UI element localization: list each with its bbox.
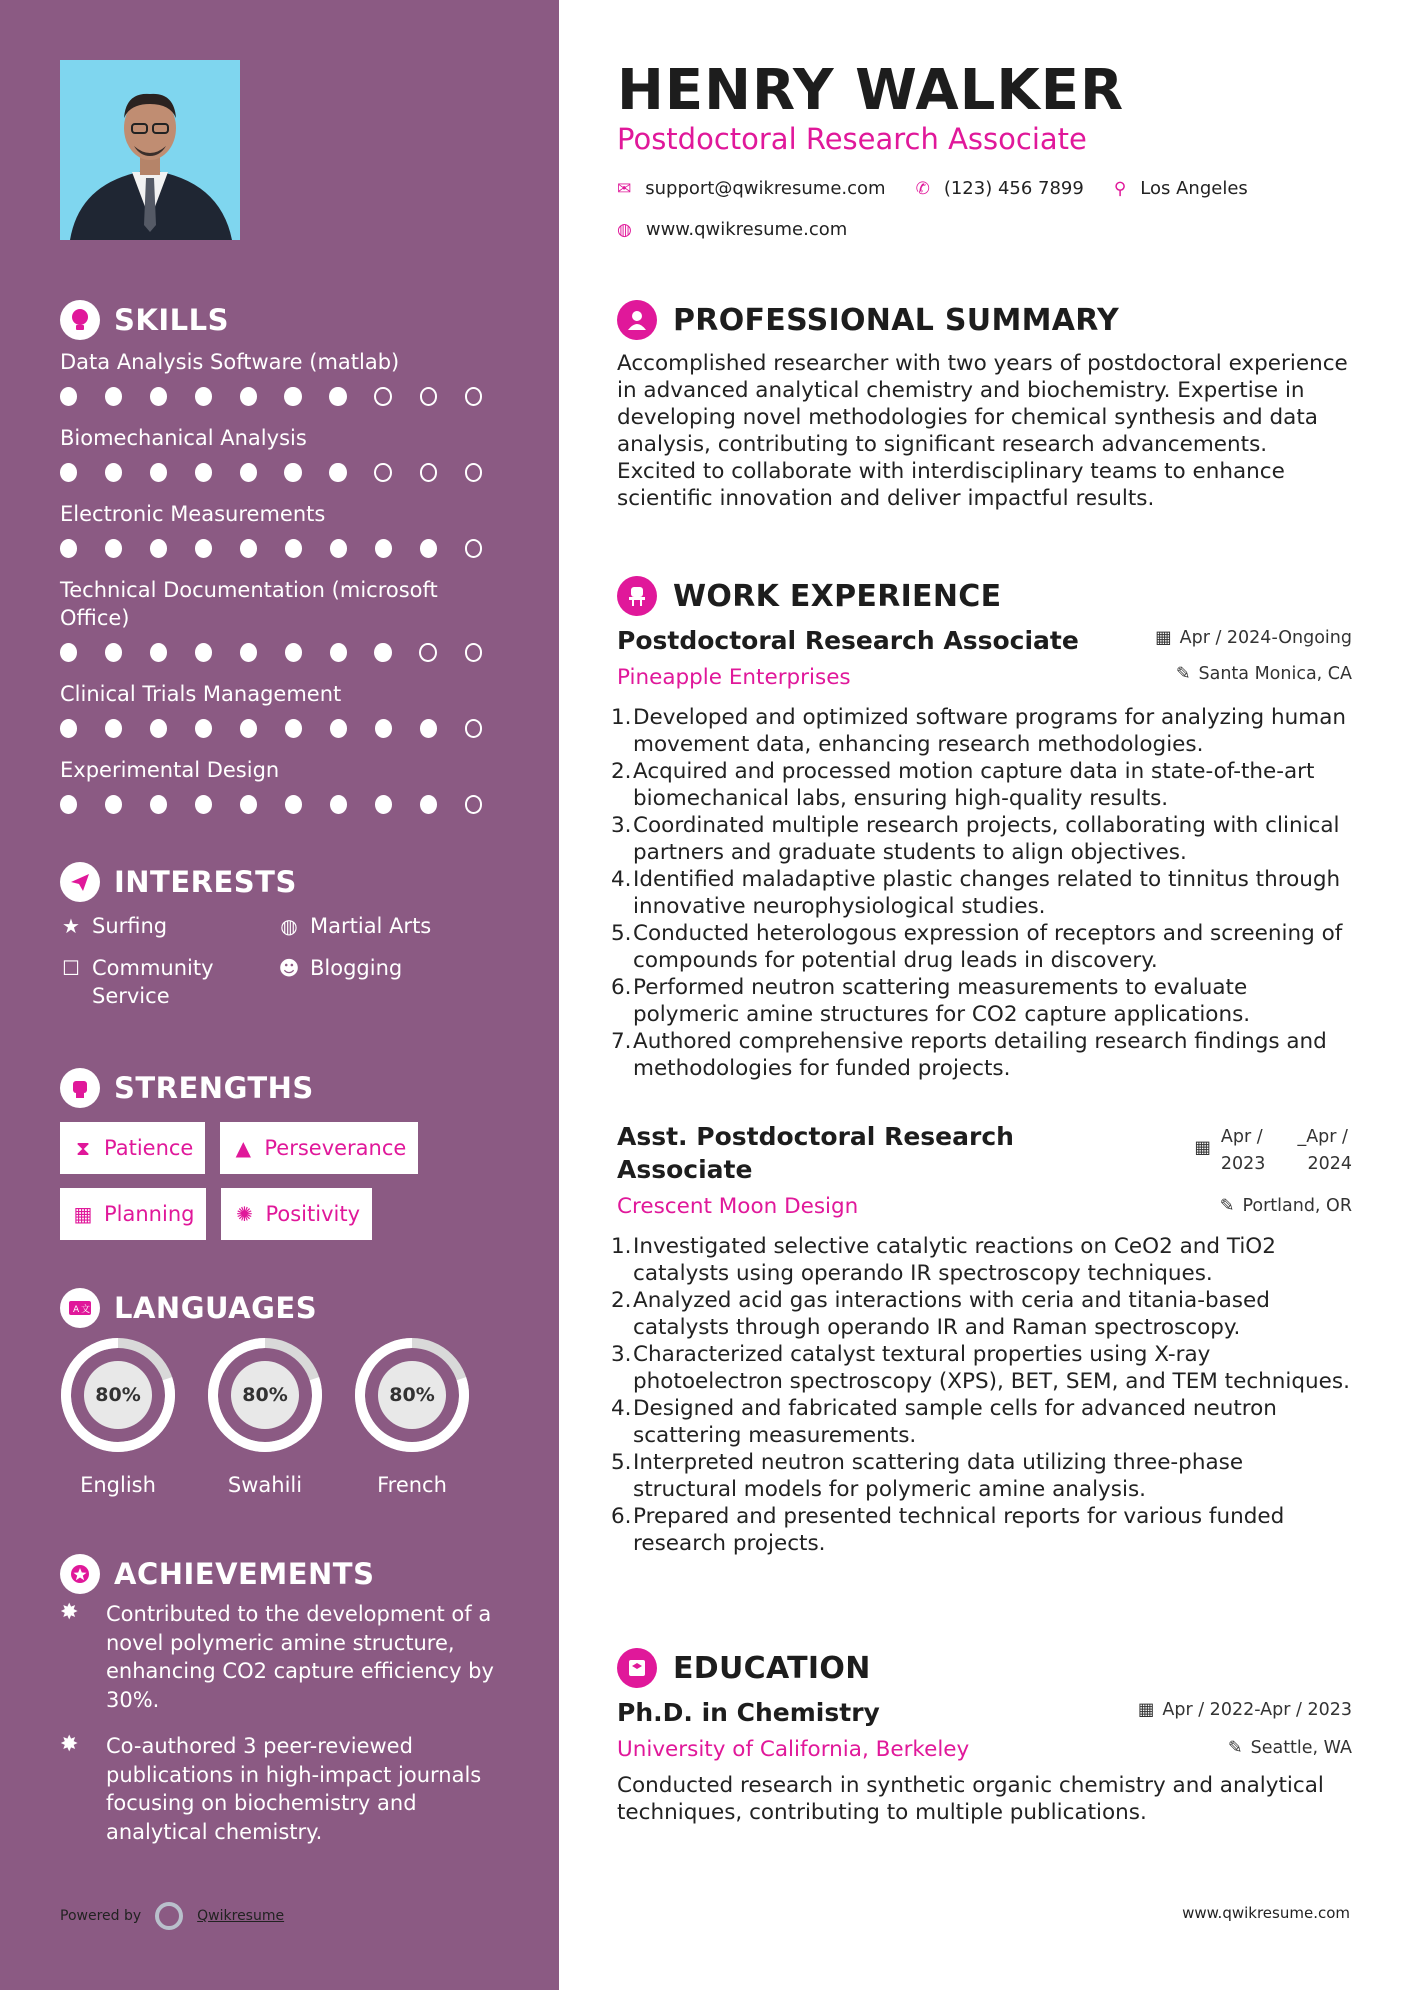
job-company: Crescent Moon Design: [617, 1194, 859, 1219]
job-entry: [611, 1120, 1352, 1557]
bullet-text: Identified maladaptive plastic changes related to tinnitus through innovative neurophysiological studies.: [633, 867, 1341, 919]
interest-item: [60, 954, 278, 1010]
education-heading: [617, 1648, 871, 1688]
achievements-title: ACHIEVEMENTS: [114, 1557, 375, 1591]
education-school: University of California, Berkeley: [617, 1737, 970, 1762]
education-date: [1138, 1700, 1352, 1720]
job-entry: [611, 624, 1352, 1082]
pin-icon: ✎: [1175, 664, 1191, 684]
candidate-role: Postdoctoral Research Associate: [617, 122, 1087, 156]
interest-label: Community Service: [92, 956, 214, 1008]
rating-dot-filled: [60, 795, 77, 814]
languages-title: LANGUAGES: [114, 1291, 318, 1325]
bullet-number: 7.: [611, 1029, 632, 1054]
rating-dot-filled: [240, 643, 257, 662]
interests-title: INTERESTS: [114, 865, 297, 899]
bullet-text: Designed and fabricated sample cells for advanced neutron scattering measurements.: [633, 1396, 1277, 1448]
rating-dot-filled: [375, 539, 392, 558]
languages-heading: [60, 1288, 317, 1328]
strength-label: Planning: [104, 1202, 195, 1226]
rating-dot-filled: [105, 719, 122, 738]
rating-dot-filled: [330, 643, 347, 662]
calendar-icon: ▦: [1137, 1700, 1155, 1720]
star-burst-icon: ✸: [60, 1732, 79, 1757]
job-bullet: [611, 704, 1352, 758]
qwikresume-logo-icon: [155, 1902, 183, 1930]
skill-item: [60, 500, 510, 558]
globe-icon: ◍: [280, 914, 298, 938]
education-date-text: Apr / 2022-Apr / 2023: [1162, 1700, 1352, 1720]
rating-dot-filled: [60, 539, 77, 558]
experience-heading: [617, 576, 1001, 616]
rating-dot-filled: [105, 387, 122, 406]
rating-dot-filled: [150, 463, 167, 482]
rating-dot-filled: [420, 719, 437, 738]
achievement-text: Co-authored 3 peer-reviewed publications in high-impact journals focusing on biochemistry and analytical chemistry.: [106, 1734, 482, 1844]
rating-dot-empty: [465, 795, 483, 814]
job-date-text: Apr / 2024-Ongoing: [1179, 628, 1352, 648]
languages-list: [58, 1335, 472, 1497]
rating-dot-filled: [195, 795, 212, 814]
interest-label: Blogging: [310, 956, 403, 980]
interest-item: [278, 954, 498, 1010]
education-entry: [617, 1696, 1352, 1826]
job-date: [1155, 628, 1352, 648]
rating-dot-filled: [195, 643, 212, 662]
education-location-text: Seattle, WA: [1250, 1738, 1352, 1758]
road-icon: ▲: [235, 1136, 252, 1160]
map-pin-icon: ⚲: [1113, 178, 1127, 199]
rating-dot-filled: [105, 795, 122, 814]
interests-heading: [60, 862, 297, 902]
award-icon: [60, 1554, 100, 1594]
job-bullet: [611, 812, 1352, 866]
candidate-name: HENRY WALKER: [617, 58, 1125, 123]
rating-dot-empty: [465, 539, 483, 558]
job-bullet: [611, 758, 1352, 812]
powered-label: Powered by: [60, 1908, 142, 1924]
contact-phone: (123) 456 7899: [943, 178, 1084, 199]
sun-icon: ✺: [236, 1202, 253, 1226]
job-bullets: [611, 704, 1352, 1082]
rating-dot-filled: [240, 795, 257, 814]
rating-dot-filled: [284, 463, 301, 482]
rating-dot-filled: [105, 643, 122, 662]
rating-dot-filled: [60, 463, 77, 482]
hand-icon: ☐: [62, 956, 80, 980]
skill-item: [60, 424, 510, 482]
language-name: French: [377, 1473, 447, 1497]
hourglass-icon: ⧗: [75, 1136, 91, 1160]
chair-icon: [617, 576, 657, 616]
interest-item: [278, 912, 498, 940]
bullet-number: 6.: [611, 975, 632, 1000]
skill-rating: [60, 718, 510, 738]
skills-list: [60, 348, 510, 832]
bullet-text: Interpreted neutron scattering data utilizing three-phase structural models for polymeric amine analysis.: [633, 1450, 1244, 1502]
contact-line: [617, 178, 1248, 199]
bullet-text: Developed and optimized software programs for analyzing human movement data, enhancing research methodologies.: [633, 705, 1347, 757]
svg-text:文: 文: [81, 1305, 91, 1315]
job-company: Pineapple Enterprises: [617, 665, 851, 690]
envelope-icon: ✉: [617, 178, 632, 199]
rating-dot-filled: [195, 539, 212, 558]
job-bullet: [611, 1395, 1352, 1449]
job-bullet: [611, 1028, 1352, 1082]
bullet-number: 3.: [611, 813, 632, 838]
education-location: [1228, 1738, 1352, 1758]
rating-dot-filled: [285, 719, 302, 738]
rating-dot-empty: [420, 387, 438, 406]
paper-plane-icon: [60, 862, 100, 902]
strength-chip: [221, 1188, 372, 1240]
job-bullet: [611, 974, 1352, 1028]
users-icon: ☻: [278, 956, 300, 980]
rating-dot-empty: [465, 387, 483, 406]
job-location: [1220, 1196, 1352, 1216]
skill-name: Clinical Trials Management: [60, 682, 342, 706]
job-title: Postdoctoral Research Associate: [617, 626, 1079, 655]
strengths-title: STRENGTHS: [114, 1071, 314, 1105]
strength-chip: [60, 1122, 205, 1174]
contact-location: Los Angeles: [1140, 178, 1248, 199]
language-percent: 80%: [231, 1361, 299, 1429]
strength-chip: [220, 1122, 418, 1174]
interests-list: [60, 912, 500, 1010]
svg-text:A: A: [73, 1305, 80, 1315]
job-bullet: [611, 1449, 1352, 1503]
user-icon: [617, 300, 657, 340]
pin-icon: ✎: [1227, 1738, 1243, 1758]
phone-icon: ✆: [915, 178, 930, 199]
rating-dot-empty: [420, 463, 438, 482]
skill-name: Data Analysis Software (matlab): [60, 350, 400, 374]
language-name: English: [80, 1473, 156, 1497]
strength-label: Patience: [104, 1136, 194, 1160]
job-date: [1194, 1124, 1352, 1178]
rating-dot-filled: [420, 539, 437, 558]
rating-dot-empty: [465, 719, 483, 738]
rating-dot-filled: [330, 795, 347, 814]
strength-chip: [60, 1188, 206, 1240]
qwikresume-link[interactable]: Qwikresume: [197, 1908, 285, 1924]
rating-dot-filled: [285, 643, 302, 662]
language-name: Swahili: [227, 1473, 303, 1497]
strength-label: Positivity: [265, 1202, 360, 1226]
achievements-heading: [60, 1554, 374, 1594]
strengths-heading: [60, 1068, 314, 1108]
rating-dot-empty: [465, 463, 483, 482]
skill-item: [60, 756, 510, 814]
rating-dot-filled: [195, 387, 212, 406]
rating-dot-filled: [329, 387, 346, 406]
skill-name: Biomechanical Analysis: [60, 426, 307, 450]
rating-dot-filled: [375, 795, 392, 814]
calendar-icon: ▦: [1155, 628, 1172, 648]
rating-dot-filled: [330, 539, 347, 558]
bullet-text: Acquired and processed motion capture data in state-of-the-art biomechanical labs, ensuring high-quality results.: [633, 759, 1315, 811]
rating-dot-filled: [285, 795, 302, 814]
bullet-number: 1.: [611, 705, 632, 730]
pin-icon: ✎: [1219, 1196, 1235, 1216]
experience-title: WORK EXPERIENCE: [673, 578, 1002, 614]
globe-icon: ◍: [617, 219, 632, 240]
skill-item: [60, 348, 510, 406]
bullet-number: 5.: [611, 1450, 632, 1475]
job-date-end-year: 2024: [1307, 1154, 1352, 1174]
rating-dot-filled: [240, 539, 257, 558]
interest-label: Surfing: [92, 914, 168, 938]
summary-title: PROFESSIONAL SUMMARY: [673, 302, 1120, 338]
interest-label: Martial Arts: [310, 914, 432, 938]
job-date-start-year: 2023: [1220, 1154, 1266, 1174]
rating-dot-filled: [150, 643, 167, 662]
summary-heading: [617, 300, 1119, 340]
strengths-list: [60, 1122, 500, 1240]
language-percent: 80%: [84, 1361, 152, 1429]
skill-item: [60, 576, 510, 662]
rating-dot-filled: [240, 463, 257, 482]
rating-dot-filled: [329, 463, 346, 482]
rating-dot-filled: [330, 719, 347, 738]
job-bullet: [611, 1503, 1352, 1557]
job-bullet: [611, 920, 1352, 974]
fist-icon: [60, 1068, 100, 1108]
bullet-text: Performed neutron scattering measurements to evaluate polymeric amine structures for CO2 capture applications.: [633, 975, 1251, 1027]
job-location-text: Portland, OR: [1242, 1196, 1352, 1216]
bullet-number: 4.: [611, 1396, 632, 1421]
bullet-text: Conducted heterologous expression of receptors and screening of compounds for potential drug leads in discovery.: [633, 921, 1343, 973]
bullet-text: Characterized catalyst textural properties using X-ray photoelectron spectroscopy (XPS), BET, SEM, and TEM techniques.: [633, 1342, 1350, 1394]
rating-dot-filled: [150, 719, 167, 738]
language-percent: 80%: [378, 1361, 446, 1429]
education-title: EDUCATION: [673, 1650, 871, 1686]
skill-rating: [60, 538, 510, 558]
rating-dot-filled: [150, 539, 167, 558]
skill-name: Experimental Design: [60, 758, 280, 782]
education-degree: Ph.D. in Chemistry: [617, 1698, 880, 1727]
bullet-number: 4.: [611, 867, 632, 892]
rating-dot-filled: [105, 463, 122, 482]
rating-dot-filled: [240, 387, 257, 406]
skill-item: [60, 680, 510, 738]
rating-dot-filled: [285, 539, 302, 558]
bullet-number: 6.: [611, 1504, 632, 1529]
rating-dot-filled: [105, 539, 122, 558]
language-progress-ring: [58, 1335, 178, 1455]
star-burst-icon: ✸: [60, 1600, 79, 1625]
achievement-item: [60, 1732, 510, 1846]
bullet-number: 3.: [611, 1342, 632, 1367]
profile-photo: [60, 60, 240, 240]
skill-rating: [60, 462, 510, 482]
powered-by: [60, 1902, 284, 1930]
star-icon: ★: [62, 914, 80, 938]
rating-dot-filled: [195, 719, 212, 738]
job-title: Asst. Postdoctoral Research Associate: [617, 1122, 1014, 1184]
rating-dot-filled: [60, 719, 77, 738]
skill-name: Technical Documentation (microsoft Office): [60, 578, 438, 630]
job-date-start-month: Apr /: [1220, 1127, 1263, 1147]
achievement-text: Contributed to the development of a novel polymeric amine structure, enhancing CO2 capture efficiency by 30%.: [106, 1602, 494, 1712]
footer-website[interactable]: www.qwikresume.com: [1182, 1904, 1350, 1922]
rating-dot-filled: [284, 387, 301, 406]
rating-dot-empty: [419, 643, 437, 662]
achievement-item: [60, 1600, 510, 1714]
contact-email[interactable]: support@qwikresume.com: [645, 178, 886, 199]
summary-text: Accomplished researcher with two years of postdoctoral experience in advanced analytical chemistry and biochemistry. Expertise in developing novel methodologies for chemical synthesis and data analysis, contributing to significant research advancements. Excited to collaborate with interdisciplinary teams to enhance scientific innovation and deliver impactful results.: [617, 351, 1348, 511]
job-location: [1176, 664, 1352, 684]
job-location-text: Santa Monica, CA: [1198, 664, 1352, 684]
language-item: [205, 1335, 325, 1497]
strength-label: Perseverance: [264, 1136, 407, 1160]
rating-dot-filled: [420, 795, 437, 814]
bullet-number: 1.: [611, 1234, 632, 1259]
contact-line-website: [617, 219, 847, 240]
bullet-text: Coordinated multiple research projects, collaborating with clinical partners and graduate students to align objectives.: [633, 813, 1340, 865]
bullet-number: 5.: [611, 921, 632, 946]
language-item: [352, 1335, 472, 1497]
interest-item: [60, 912, 278, 940]
rating-dot-filled: [150, 387, 167, 406]
calendar-icon: ▦: [1194, 1138, 1211, 1158]
education-text: Conducted research in synthetic organic chemistry and analytical techniques, contributing to multiple publications.: [617, 1773, 1324, 1825]
rating-dot-filled: [240, 719, 257, 738]
sidebar: [0, 0, 559, 1990]
language-item: [58, 1335, 178, 1497]
rating-dot-filled: [60, 643, 77, 662]
skill-rating: [60, 642, 510, 662]
skill-rating: [60, 386, 510, 406]
rating-dot-filled: [150, 795, 167, 814]
skills-heading: [60, 300, 229, 340]
bullet-text: Prepared and presented technical reports for various funded research projects.: [633, 1504, 1285, 1556]
rating-dot-empty: [465, 643, 483, 662]
bullet-text: Investigated selective catalytic reactions on CeO2 and TiO2 catalysts using operando IR spectroscopy techniques.: [633, 1234, 1276, 1286]
job-bullet: [611, 1341, 1352, 1395]
rating-dot-empty: [374, 463, 392, 482]
skill-rating: [60, 794, 510, 814]
job-bullet: [611, 866, 1352, 920]
bullet-text: Authored comprehensive reports detailing research findings and methodologies for funded projects.: [633, 1029, 1327, 1081]
graduation-icon: [617, 1648, 657, 1688]
achievements-list: [60, 1600, 510, 1864]
lightbulb-icon: [60, 300, 100, 340]
bullet-number: 2.: [611, 759, 632, 784]
language-progress-ring: [205, 1335, 325, 1455]
job-bullets: [611, 1233, 1352, 1557]
calendar-icon: ▦: [73, 1202, 93, 1226]
bullet-number: 2.: [611, 1288, 632, 1313]
job-bullet: [611, 1287, 1352, 1341]
skill-name: Electronic Measurements: [60, 502, 326, 526]
job-date-end-month: _Apr /: [1297, 1127, 1348, 1147]
rating-dot-filled: [60, 387, 77, 406]
rating-dot-filled: [374, 643, 391, 662]
rating-dot-empty: [374, 387, 392, 406]
contact-website[interactable]: www.qwikresume.com: [645, 219, 848, 240]
language-progress-ring: [352, 1335, 472, 1455]
language-icon: [60, 1288, 100, 1328]
rating-dot-filled: [375, 719, 392, 738]
job-bullet: [611, 1233, 1352, 1287]
skills-title: SKILLS: [114, 303, 229, 337]
bullet-text: Analyzed acid gas interactions with ceria and titania-based catalysts through operando IR and Raman spectroscopy.: [633, 1288, 1270, 1340]
rating-dot-filled: [195, 463, 212, 482]
